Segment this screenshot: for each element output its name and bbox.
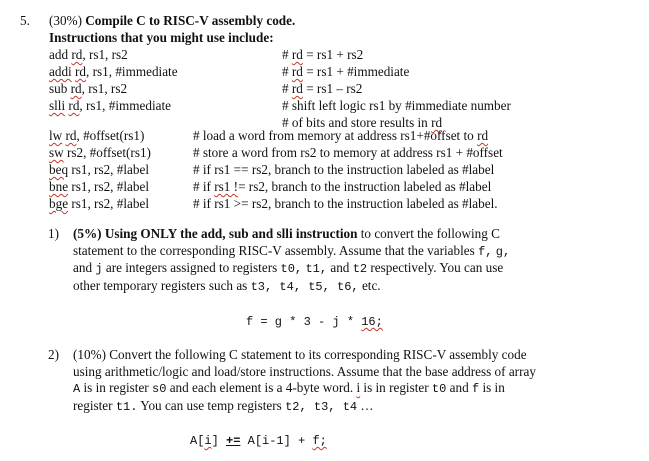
question-title-text: Compile C to RISC-V assembly code. (85, 13, 296, 28)
instr-syntax-beq: beq rs1, rs2, #label (49, 162, 149, 177)
instr-syntax-lw: lw rd, #offset(rs1) (49, 128, 145, 143)
instr-comment-bne: # if rs1 != rs2, branch to the instruction labeled as #label (193, 179, 492, 194)
instr-syntax-add: add rd, rs1, rs2 (49, 47, 128, 62)
reg-t0-p2: t0 (431, 382, 447, 396)
part1-line3-end: respectively. You can use (370, 260, 504, 275)
part1-and: and (73, 260, 93, 275)
instr-syntax-slli: slli rd, rs1, #immediate (49, 98, 171, 113)
part2-code-b: ] (211, 434, 227, 448)
question-title (49, 13, 295, 28)
part2-code-op: += (226, 434, 241, 448)
part1-code-tail: 16; (361, 315, 383, 329)
part2-line1: (10%) Convert the following C statement to its corresponding RISC-V assembly code (73, 347, 527, 362)
reg-t2: t2 (352, 262, 368, 276)
reg-t1: t1, (305, 262, 328, 276)
instr-syntax-sub: sub rd, rs1, rs2 (49, 81, 128, 96)
instr-comment-slli: # shift left logic rs1 by #immediate number (282, 98, 511, 113)
part2-code-a: A[ (190, 434, 205, 448)
part1-line1-rest: to convert the following C (360, 226, 500, 241)
instr-comment-beq: # if rs1 == rs2, branch to the instruction labeled as #label (193, 162, 495, 177)
part1-line2: statement to the corresponding RISC-V assembly. Assume that the variables (73, 242, 475, 258)
part2-line2: using arithmetic/logic and load/store instructions. Assume that the base address of array (73, 363, 536, 379)
part1-etc: etc. (361, 277, 381, 293)
instr-syntax-addi: addi rd, rs1, #immediate (49, 64, 178, 79)
part1-text (73, 226, 573, 295)
part2-ellipsis: … (360, 397, 374, 413)
instr-syntax-bge: bge rs1, rs2, #label (49, 196, 149, 211)
instr-comment-add: # rd = rs1 + rs2 (282, 47, 364, 62)
part2-code-f: f; (312, 434, 327, 448)
part2-line4a: register (73, 397, 113, 413)
part2-line3b: and each element is a 4-byte word. (169, 380, 354, 395)
part1-code-main: f = g * 3 - j * (246, 315, 362, 329)
var-g: g, (495, 244, 511, 259)
var-i: i (356, 380, 361, 395)
instr-comment-lw: # load a word from memory at address rs1+#offset to rd (193, 128, 489, 143)
part1-and2: and (330, 260, 350, 275)
instr-comment-bge: # if rs1 >= rs2, branch to the instruction labeled as #label. (193, 196, 498, 211)
reg-t0: t0, (280, 262, 303, 276)
part1-number: 1) (48, 226, 59, 241)
part2-and: and (449, 380, 469, 395)
part2-line3c: is in register (363, 380, 429, 395)
reg-s0: s0 (152, 382, 167, 396)
instr-syntax-bne: bne rs1, rs2, #label (49, 179, 149, 194)
instr-comment-sub: # rd = rs1 – rs2 (282, 81, 363, 96)
var-f-p2: f (471, 382, 480, 396)
part2-code (190, 434, 327, 449)
part2-line3d: is in (482, 380, 505, 395)
instr-comment-sw: # store a word from rs2 to memory at address rs1 + #offset (193, 145, 503, 160)
instr-comment-slli-cont: # of bits and store results in rd (282, 115, 443, 130)
part2-code-c: A[i-1] + (240, 434, 313, 448)
part1-code (246, 315, 383, 330)
instr-comment-addi: # rd = rs1 + #immediate (282, 64, 410, 79)
part1-line3: are integers assigned to registers (105, 260, 278, 275)
reg-t1-p2: t1. (115, 399, 138, 414)
part1-bold: (5%) Using ONLY the add, sub and slli instruction (73, 226, 358, 241)
var-f: f, (478, 244, 493, 259)
part2-code-i: i (204, 434, 212, 448)
part1-line4: other temporary registers such as (73, 277, 248, 293)
var-A: A (73, 382, 81, 396)
part2-number: 2) (48, 347, 59, 362)
temp-regs: t3, t4, t5, t6, (250, 279, 359, 294)
question-subtitle: Instructions that you might use include: (49, 30, 274, 45)
part2-line3a: is in register (83, 380, 149, 395)
part2-line4b: You can use temp registers (140, 397, 282, 413)
instr-syntax-sw: sw rs2, #offset(rs1) (49, 145, 151, 160)
question-number: 5. (20, 13, 30, 28)
temp-regs-p2: t2, t3, t4 (285, 399, 358, 414)
part2-text (73, 347, 573, 415)
var-j: j (95, 262, 103, 276)
question-points: (30%) (49, 13, 82, 28)
